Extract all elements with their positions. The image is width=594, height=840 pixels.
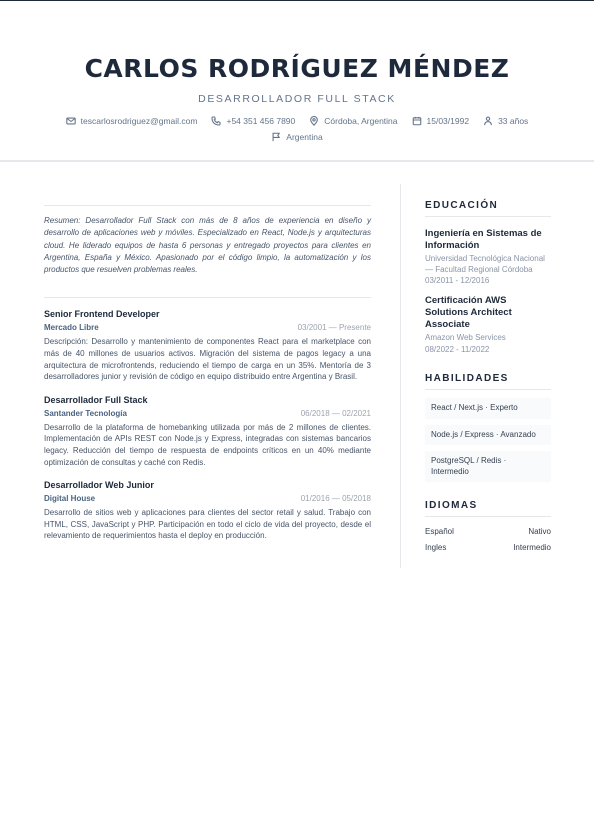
contact-birthdate (412, 115, 470, 126)
language-level: Nativo (528, 527, 551, 537)
job-role: DESARROLLADOR FULL STACK (198, 93, 396, 105)
contact-birthdate-text: 15/03/1992 (426, 115, 470, 126)
contact-email[interactable] (66, 115, 198, 126)
job-dates: 01/2016 — 05/2018 (300, 494, 371, 504)
contact-age (483, 115, 528, 126)
summary-bottom-divider (44, 297, 371, 298)
skills-heading: HABILIDADES (425, 373, 551, 390)
languages-section (425, 500, 551, 552)
job-company: Mercado Libre (44, 323, 99, 333)
contact-info (40, 115, 554, 142)
job-title: Desarrollador Full Stack (44, 394, 148, 405)
contact-nationality (271, 131, 322, 142)
education-item (425, 295, 551, 355)
education-title: Certificación AWS Solutions Architect Associate (425, 295, 512, 331)
language-name: Ingles (425, 543, 447, 553)
languages-heading: IDIOMAS (425, 500, 551, 517)
education-dates: 08/2022 - 11/2022 (425, 345, 490, 355)
education-heading: EDUCACIÓN (425, 200, 551, 217)
education-institution: Amazon Web Services (425, 333, 506, 343)
full-name: CARLOS RODRÍGUEZ MÉNDEZ (84, 54, 510, 83)
calendar-icon (412, 116, 422, 126)
sidebar (425, 200, 551, 552)
skills-section (425, 373, 551, 482)
education-title: Ingeniería en Sistemas de Información (425, 228, 542, 251)
job-meta (44, 323, 371, 332)
summary-text: Resumen: Desarrollador Full Stack con más de 8 años de experiencia en diseño y desarrollo de aplicaciones web y móviles. Especializado en React, Node.js y arquitecturas cloud. He liderado equipos de hasta 6 personas y entregado proyectos para clientes en Argentina, España y México. Apasionado por el código limpio, la automatización y los productos que resuelven problemas reales. (44, 216, 371, 275)
language-name: Español (425, 527, 454, 537)
skills-list (425, 398, 551, 482)
main-column (44, 205, 371, 542)
languages-list (425, 527, 551, 552)
skill-item: Node.js / Express · Avanzado (425, 425, 551, 446)
job-description: Desarrollo de sitios web y aplicaciones para clientes del sector retail y salud. Trabajo con HTML, CSS, JavaScript y PHP. Participación en todo el ciclo de vida del proyecto, desde el relevamiento de requerimientos hasta el deploy en producción. (44, 508, 371, 541)
contact-nationality-text: Argentina (286, 131, 323, 142)
phone-icon (211, 116, 221, 126)
location-pin-icon (309, 116, 319, 126)
contact-email-text: tescarlosrodriguez@gmail.com (80, 115, 198, 126)
person-icon (483, 116, 493, 126)
education-institution: Universidad Tecnológica Nacional — Facultad Regional Córdoba (425, 254, 545, 274)
skill-item: React / Next.js · Experto (425, 398, 551, 419)
job-meta (44, 494, 371, 503)
contact-location (309, 115, 397, 126)
language-item (425, 527, 551, 536)
contact-age-text: 33 años (498, 115, 529, 126)
resume-header (0, 1, 594, 162)
job-dates: 03/2001 — Presente (297, 323, 371, 333)
job-description: Descripción: Desarrollo y mantenimiento de componentes React para el marketplace con más de 40 millones de usuarios activos. Migración del sistema de pagos legacy a una arquitectura de microfrontends, reduciendo el tiempo de carga en un 35%. Mentoría de 3 desarrolladores junior y revisión de código en equipo distribuido entre Argentina y Brasil. (44, 337, 371, 382)
experience-item (44, 309, 371, 382)
job-dates: 06/2018 — 02/2021 (300, 408, 371, 418)
job-company: Digital House (44, 494, 96, 504)
job-description: Desarrollo de la plataforma de homebanking utilizada por más de 2 millones de clientes. Implementación de APIs REST con Node.js y Express, integradas con sistemas bancarios legacy. Reducción del tiempo de respuesta de endpoints críticos en un 40% mediante optimización de consultas y caché con Redis. (44, 422, 371, 467)
language-item (425, 543, 551, 552)
education-item (425, 228, 551, 286)
education-dates: 03/2011 - 12/2016 (425, 276, 490, 286)
column-divider (400, 184, 401, 568)
experience-item (44, 395, 371, 468)
job-meta (44, 409, 371, 418)
mail-icon (66, 116, 76, 126)
skill-item: PostgreSQL / Redis · Intermedio (425, 451, 551, 482)
job-title: Desarrollador Web Junior (44, 480, 154, 491)
job-company: Santander Tecnología (44, 408, 127, 418)
flag-icon (271, 132, 281, 142)
language-level: Intermedio (513, 543, 551, 553)
experience-item (44, 480, 371, 542)
contact-phone-text: +54 351 456 7890 (226, 115, 296, 126)
summary-top-divider (44, 205, 371, 206)
job-title: Senior Frontend Developer (44, 309, 160, 320)
contact-location-text: Córdoba, Argentina (324, 115, 398, 126)
education-section (425, 200, 551, 355)
contact-phone[interactable] (211, 115, 295, 126)
